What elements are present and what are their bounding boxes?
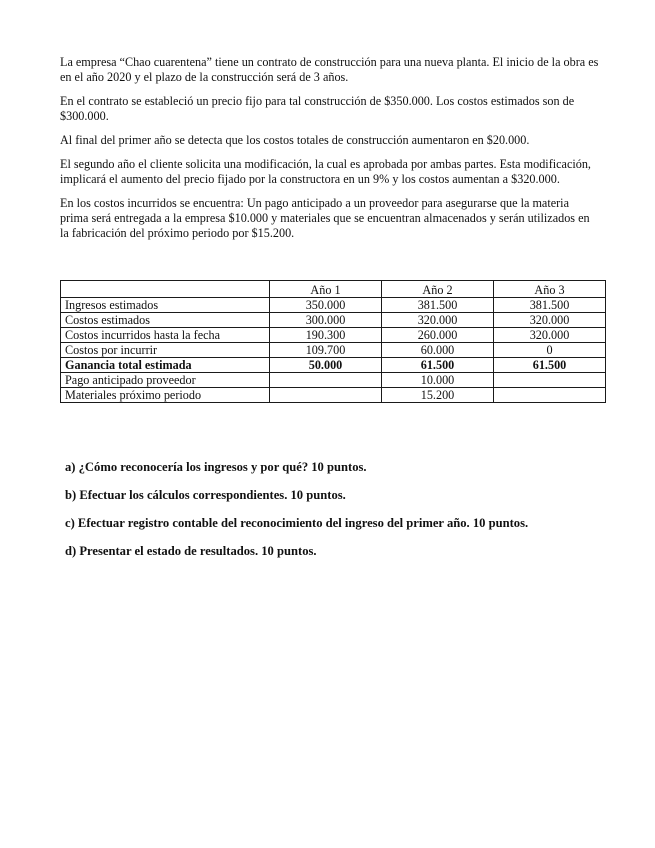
table-row: [61, 328, 606, 343]
table-cell: 109.700: [270, 343, 382, 358]
paragraph-contract: La empresa “Chao cuarentena” tiene un contrato de construcción para una nueva planta. El inicio de la obra es en el año 2020 y el plazo de la construcción será de 3 años.: [60, 55, 599, 84]
table-cell: 300.000: [270, 313, 382, 328]
row-label: Materiales próximo periodo: [61, 388, 270, 403]
table-cell: 61.500: [494, 358, 606, 373]
paragraph-cost-increase: Al final del primer año se detecta que los costos totales de construcción aumentaron en $20.000.: [60, 133, 530, 147]
table-cell: [270, 373, 382, 388]
row-label: Ganancia total estimada: [61, 358, 270, 373]
data-table: [60, 280, 606, 403]
table-row: [61, 343, 606, 358]
table-row: [61, 298, 606, 313]
table-cell: [494, 373, 606, 388]
table-row: [61, 313, 606, 328]
table-cell: 61.500: [382, 358, 494, 373]
question-c: c) Efectuar registro contable del reconocimiento del ingreso del primer año. 10 puntos.: [65, 516, 529, 530]
table-cell: 320.000: [382, 313, 494, 328]
row-label: Costos estimados: [61, 313, 270, 328]
table-cell: 190.300: [270, 328, 382, 343]
table-cell: 381.500: [494, 298, 606, 313]
table-header-cell: Año 1: [270, 281, 382, 298]
table-cell: 0: [494, 343, 606, 358]
table-cell: 10.000: [382, 373, 494, 388]
row-label: Costos incurridos hasta la fecha: [61, 328, 270, 343]
table-cell: 15.200: [382, 388, 494, 403]
paragraph-incurred-costs: En los costos incurridos se encuentra: Un pago anticipado a un proveedor para asegurarse que la materia prima será entregada a la empresa $10.000 y materiales que se encuentran almacenados y serán utilizados en la fabricación del próximo periodo por $15.200.: [60, 196, 590, 240]
table-row: [61, 373, 606, 388]
question-list: [65, 460, 625, 572]
table-header-cell: Año 3: [494, 281, 606, 298]
question-d: d) Presentar el estado de resultados. 10 puntos.: [65, 544, 317, 558]
question-b: b) Efectuar los cálculos correspondientes. 10 puntos.: [65, 488, 346, 502]
table-header-cell: [61, 281, 270, 298]
question-a: a) ¿Cómo reconocería los ingresos y por qué? 10 puntos.: [65, 460, 367, 474]
problem-statement: [60, 55, 600, 250]
row-label: Ingresos estimados: [61, 298, 270, 313]
table-cell: [494, 388, 606, 403]
table-cell: 350.000: [270, 298, 382, 313]
row-label: Pago anticipado proveedor: [61, 373, 270, 388]
table-cell: [270, 388, 382, 403]
table-header-cell: Año 2: [382, 281, 494, 298]
table-header-row: [61, 281, 606, 298]
table-cell: 260.000: [382, 328, 494, 343]
row-label: Costos por incurrir: [61, 343, 270, 358]
table-cell: 60.000: [382, 343, 494, 358]
table-cell: 320.000: [494, 328, 606, 343]
table-row-total: [61, 358, 606, 373]
paragraph-modification: El segundo año el cliente solicita una modificación, la cual es aprobada por ambas partes. Esta modificación, implicará el aumento del precio fijado por la constructora en un 9% y los costos aumentan a $320.000.: [60, 157, 591, 186]
table-cell: 50.000: [270, 358, 382, 373]
table-cell: 320.000: [494, 313, 606, 328]
table-cell: 381.500: [382, 298, 494, 313]
table-row: [61, 388, 606, 403]
paragraph-price-costs: En el contrato se estableció un precio fijo para tal construcción de $350.000. Los costos estimados son de $300.000.: [60, 94, 575, 123]
